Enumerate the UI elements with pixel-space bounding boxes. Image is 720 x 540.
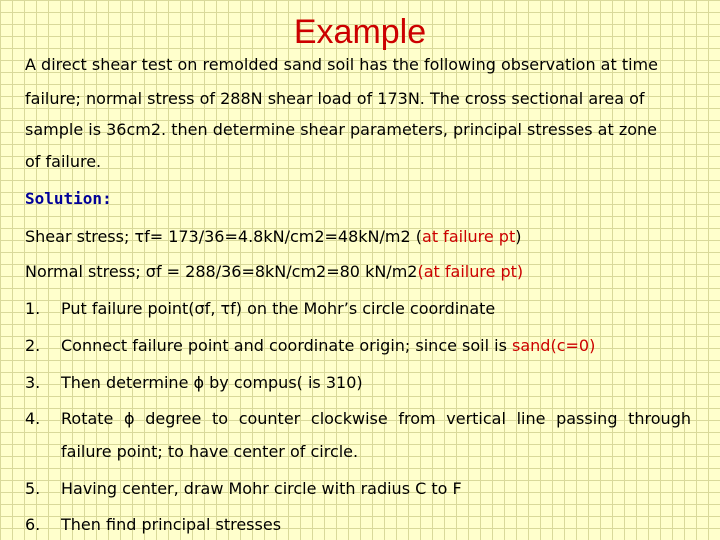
normal-stress-line [25,262,695,282]
step-3-body: Then determine ϕ by compus( is 310) [61,373,363,392]
step-1-number: 1. [25,299,41,318]
slide-title: Example [293,13,427,51]
step-5-text: Having center, draw Mohr circle with radius C to F [61,479,462,498]
step-2-number: 2. [25,336,41,355]
step-5-number: 5. [25,479,41,498]
shear-stress-text: Shear stress; τf= 173/36=4.8kN/cm2=48kN/m2 ( [25,227,423,246]
shear-stress-line [25,227,695,247]
shear-stress-tail: ) [515,227,522,246]
step-3-text [61,373,691,393]
intro-line-3: sample is 36cm2. then determine shear parameters, principal stresses at zone [25,120,657,139]
step-6-text: Then find principal stresses [61,515,282,534]
intro-line-1: A direct shear test on remolded sand soil has the following observation at time [25,55,658,74]
normal-stress-text: Normal stress; σf = 288/36=8kN/cm2=80 kN/m2 [25,262,418,281]
intro-line-2: failure; normal stress of 288N shear load of 173N. The cross sectional area of [25,89,645,108]
step-2-text [61,336,691,356]
step-2-body: Connect failure point and coordinate origin; since soil is [61,336,513,355]
step-4-text: Rotate ϕ degree to counter clockwise from vertical line passing through [61,409,691,428]
step-4-number: 4. [25,409,41,428]
shear-stress-highlight: at failure pt [422,227,516,246]
intro-line-4: of failure. [25,152,102,171]
step-1-body: Put failure point(σf, τf) on the Mohr’s circle coordinate [61,299,496,318]
step-6-number: 6. [25,515,41,534]
normal-stress-highlight: (at failure pt) [417,262,524,281]
step-1-text [61,299,691,319]
solution-label: Solution: [25,189,112,208]
step-3-number: 3. [25,373,41,392]
step-4-continuation: failure point; to have center of circle. [61,442,359,461]
step-2-highlight: sand(c=0) [512,336,596,355]
